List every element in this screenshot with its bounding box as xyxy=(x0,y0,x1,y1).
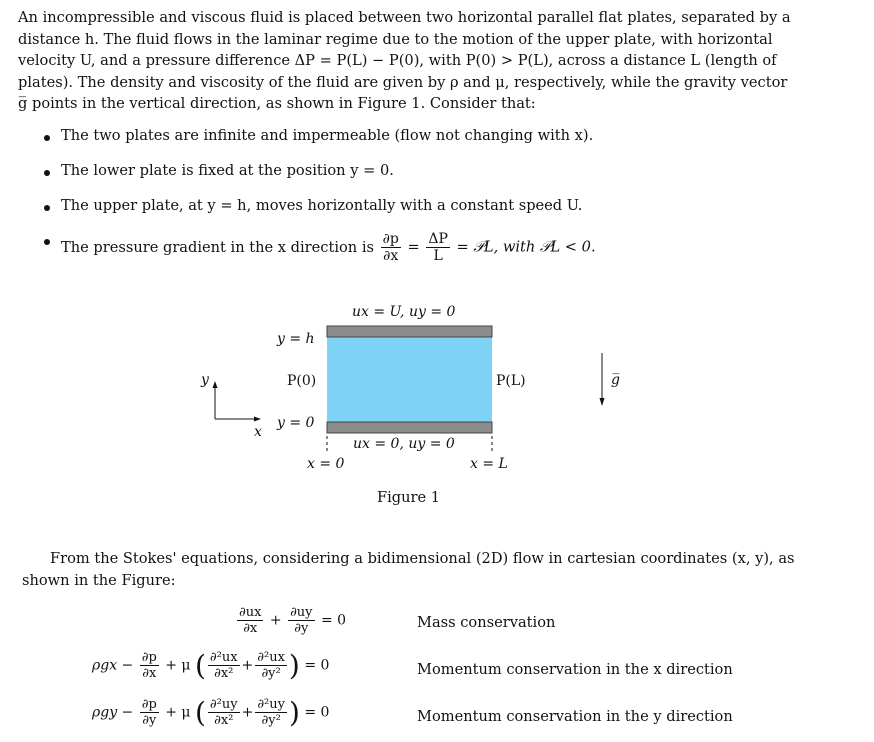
stokes-paragraph xyxy=(22,548,806,591)
y-0-label: y = 0 xyxy=(277,415,315,431)
text-line: An incompressible and viscous fluid is placed between two horizontal parallel flat plates, separated by a xyxy=(18,9,791,26)
fraction: $\frac{\partial p}{\partial x}$ xyxy=(382,231,399,264)
lower-plate xyxy=(327,422,492,433)
text-line: From the Stokes' equations, considering a bidimensional (2D) flow in cartesian coordinates (x, y), as xyxy=(50,550,795,567)
gravity-arrow-icon xyxy=(600,353,605,406)
pL-label: P(L) xyxy=(496,373,526,389)
gravity-label: g̅ xyxy=(611,372,620,388)
momentum-y-equation: ρgy − $\frac{\partial p}{\partial y}$ + μ ( $\frac{\text{∂²uy}}{\text{∂x²}}$ + $\frac{\text{∂²uy}}{\text{∂y²}}$ ) = 0 xyxy=(92,696,330,729)
bottom-boundary-condition: ux = 0, uy = 0 xyxy=(353,436,455,452)
top-boundary-condition: ux = U, uy = 0 xyxy=(352,304,456,320)
list-item: The upper plate, at y = h, moves horizontally with a constant speed U. xyxy=(44,197,582,214)
list-item: The lower plate is fixed at the position y = 0. xyxy=(44,162,394,179)
upper-plate xyxy=(327,326,492,337)
fluid-region xyxy=(327,337,492,422)
text-line: plates). The density and viscosity of the fluid are given by ρ and μ, respectively, while the gravity vector xyxy=(18,73,788,91)
mass-equation: $\frac{\partial ux}{\partial x}$ + $\frac{\partial uy}{\partial y}$ = 0 xyxy=(239,605,347,636)
text-line: velocity U, and a pressure difference ΔP = P(L) − P(0), with P(0) > P(L), across a distance L (length of xyxy=(18,52,777,69)
axes-icon xyxy=(213,381,262,422)
figure-caption: Figure 1 xyxy=(377,489,441,506)
p0-label: P(0) xyxy=(287,373,317,389)
text-line: distance h. The fluid flows in the laminar regime due to the motion of the upper plate, with horizontal xyxy=(18,30,773,48)
axis-x-label: x xyxy=(254,424,262,440)
fraction: $\frac{\Delta P}{L}$ xyxy=(428,231,448,264)
momentum-y-label: Momentum conservation in the y direction xyxy=(417,708,733,725)
momentum-x-equation: ρgx − $\frac{\partial p}{\partial x}$ + μ ( $\frac{\text{∂²ux}}{\text{∂x²}}$ + $\frac{\text{∂²ux}}{\text{∂y²}}$ ) = 0 xyxy=(92,649,330,682)
axis-y-label: y xyxy=(201,372,209,388)
x0-label: x = 0 xyxy=(307,456,345,472)
text-line: shown in the Figure: xyxy=(22,571,176,589)
momentum-x-label: Momentum conservation in the x direction xyxy=(417,661,733,678)
text-line: g̅ points in the vertical direction, as shown in Figure 1. Consider that: xyxy=(18,95,536,112)
mass-label: Mass conservation xyxy=(417,614,556,631)
list-item: The two plates are infinite and impermeable (flow not changing with x). xyxy=(44,127,593,144)
y-h-label: y = h xyxy=(277,331,315,347)
list-item: The pressure gradient in the x direction is $\frac{\partial p}{\partial x}$ = $\frac{\Delta P}{L}$ = 𝒫L, with 𝒫L < 0. xyxy=(44,231,596,264)
xL-label: x = L xyxy=(470,456,508,472)
